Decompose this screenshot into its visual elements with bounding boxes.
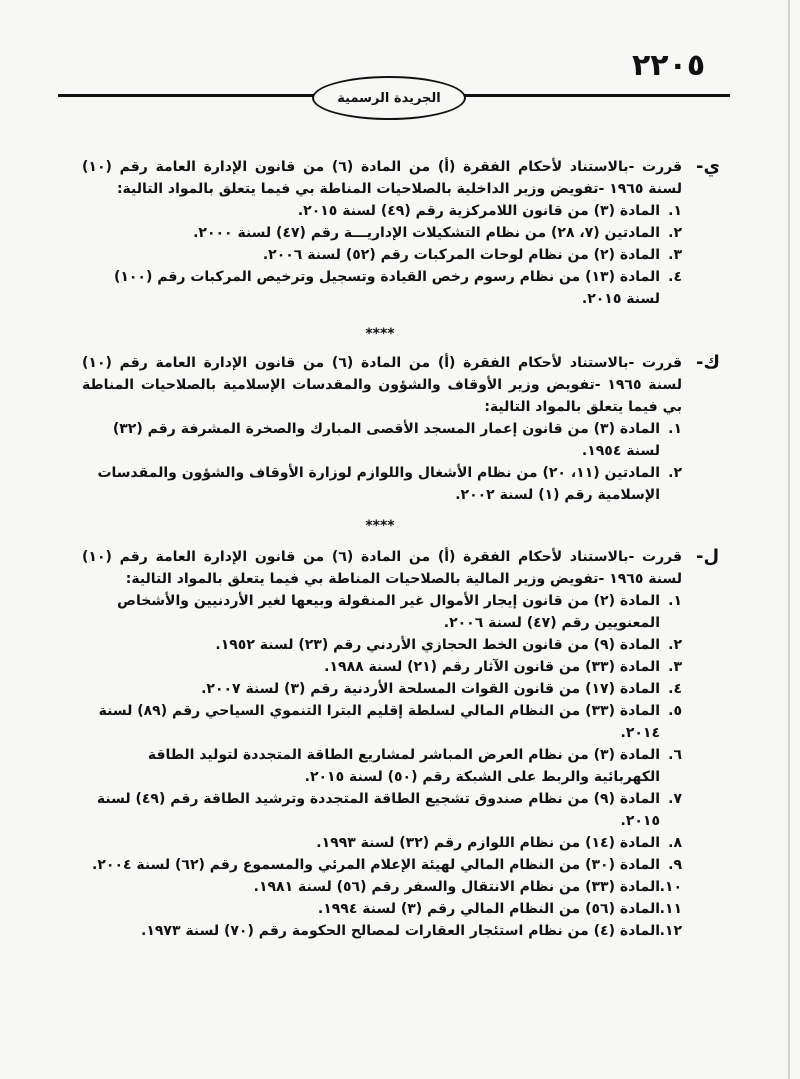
list-item xyxy=(82,462,682,506)
list-item xyxy=(82,832,682,854)
item-text: المادة (١٧) من قانون القوات المسلحة الأردنية رقم (٣) لسنة ٢٠٠٧. xyxy=(201,681,660,697)
item-number: ٢. xyxy=(668,637,682,653)
list-item xyxy=(82,222,682,244)
item-number: ٧. xyxy=(668,791,682,807)
item-number: ٢. xyxy=(668,225,682,241)
list-item xyxy=(82,678,682,700)
list-item xyxy=(82,266,682,310)
gazette-title-badge xyxy=(312,76,466,120)
article-list xyxy=(82,590,682,942)
item-text: المادة (٩) من نظام صندوق تشجيع الطاقة المتجددة وترشيد الطاقة رقم (٤٩) لسنة ٢٠١٥. xyxy=(96,791,660,829)
list-item xyxy=(82,700,682,744)
item-number: ١٢. xyxy=(659,923,682,939)
item-text: المادة (٣) من قانون إعمار المسجد الأقصى المبارك والصخرة المشرفة رقم (٣٢) لسنة ١٩٥٤. xyxy=(112,421,660,459)
list-item xyxy=(82,854,682,876)
item-number: ٥. xyxy=(668,703,682,719)
item-text: المادة (٥٦) من النظام المالي رقم (٣) لسنة ١٩٩٤. xyxy=(317,901,660,917)
list-item xyxy=(82,244,682,266)
item-number: ٤. xyxy=(668,269,682,285)
page-number: ٢٢٠٥ xyxy=(632,48,706,83)
item-number: ٣. xyxy=(668,247,682,263)
decision-section-lam xyxy=(82,546,720,942)
item-text: المادة (٣٣) من قانون الآثار رقم (٢١) لسنة ١٩٨٨. xyxy=(324,659,660,675)
item-text: المادة (٣٣) من نظام الانتقال والسفر رقم (٥٦) لسنة ١٩٨١. xyxy=(253,879,660,895)
item-text: المادة (٩) من قانون الخط الحجازي الأردني رقم (٢٣) لسنة ١٩٥٢. xyxy=(215,637,660,653)
section-letter: ي- xyxy=(696,156,720,177)
item-number: ٦. xyxy=(668,747,682,763)
item-number: ١. xyxy=(668,593,682,609)
article-list xyxy=(82,418,682,506)
article-list xyxy=(82,200,682,310)
section-intro: قررت -بالاستناد لأحكام الفقرة (أ) من المادة (٦) من قانون الإدارة العامة رقم (١٠) لسنة ١٩٦٥ -تفويض وزير الداخلية بالصلاحيات المناطة بي فيما يتعلق بالمواد التالية: xyxy=(82,159,683,197)
item-number: ١٠. xyxy=(659,879,682,895)
item-text: المادة (٣) من نظام العرض المباشر لمشاريع الطاقة المتجددة لتوليد الطاقة الكهربائية والربط على الشبكة رقم (٥٠) لسنة ٢٠١٥. xyxy=(147,747,660,785)
decision-section-kaf xyxy=(82,352,720,506)
item-text: المادتين (١١، ٢٠) من نظام الأشغال واللوازم لوزارة الأوقاف والشؤون والمقدسات الإسلامية رقم (١) لسنة ٢٠٠٢. xyxy=(97,465,660,503)
section-intro: قررت -بالاستناد لأحكام الفقرة (أ) من المادة (٦) من قانون الإدارة العامة رقم (١٠) لسنة ١٩٦٥ -تفويض وزير الأوقاف والشؤون والمقدسات الإسلامية بالصلاحيات المناطة بي فيما يتعلق بالمواد التالية: xyxy=(82,355,683,415)
section-separator: **** xyxy=(365,518,395,534)
item-text: المادتين (٧، ٢٨) من نظام التشكيلات الإداريـــة رقم (٤٧) لسنة ٢٠٠٠. xyxy=(193,225,660,241)
list-item xyxy=(82,898,682,920)
item-number: ٢. xyxy=(668,465,682,481)
item-text: المادة (١٣) من نظام رسوم رخص القيادة وتسجيل وترخيص المركبات رقم (١٠٠) لسنة ٢٠١٥. xyxy=(113,269,660,307)
list-item xyxy=(82,200,682,222)
item-text: المادة (٤) من نظام استئجار العقارات لمصالح الحكومة رقم (٧٠) لسنة ١٩٧٣. xyxy=(141,923,660,939)
list-item xyxy=(82,788,682,832)
gazette-title: الجريدة الرسمية xyxy=(337,90,441,106)
item-number: ١. xyxy=(668,203,682,219)
item-number: ١١. xyxy=(659,901,682,917)
decision-section-ya xyxy=(82,156,720,310)
list-item xyxy=(82,418,682,462)
page-edge xyxy=(788,0,790,1079)
list-item xyxy=(82,634,682,656)
item-number: ٨. xyxy=(668,835,682,851)
item-text: المادة (١٤) من نظام اللوازم رقم (٣٢) لسنة ١٩٩٣. xyxy=(316,835,660,851)
item-number: ١. xyxy=(668,421,682,437)
section-separator: **** xyxy=(365,326,395,342)
item-text: المادة (٢) من نظام لوحات المركبات رقم (٥٢) لسنة ٢٠٠٦. xyxy=(262,247,660,263)
section-letter: ل- xyxy=(696,546,720,567)
list-item xyxy=(82,656,682,678)
item-text: المادة (٣٣) من النظام المالي لسلطة إقليم البترا التنموي السياحي رقم (٨٩) لسنة ٢٠١٤. xyxy=(98,703,660,741)
list-item xyxy=(82,920,682,942)
item-number: ٩. xyxy=(668,857,682,873)
item-number: ٤. xyxy=(668,681,682,697)
section-intro: قررت -بالاستناد لأحكام الفقرة (أ) من المادة (٦) من قانون الإدارة العامة رقم (١٠) لسنة ١٩٦٥ -تفويض وزير المالية بالصلاحيات المناطة بي فيما يتعلق بالمواد التالية: xyxy=(82,549,683,587)
list-item xyxy=(82,590,682,634)
section-letter: ك- xyxy=(696,352,720,373)
item-text: المادة (٣٠) من النظام المالي لهيئة الإعلام المرئي والمسموع رقم (٦٢) لسنة ٢٠٠٤. xyxy=(92,857,660,873)
list-item xyxy=(82,876,682,898)
list-item xyxy=(82,744,682,788)
item-text: المادة (٣) من قانون اللامركزية رقم (٤٩) لسنة ٢٠١٥. xyxy=(297,203,660,219)
item-number: ٣. xyxy=(668,659,682,675)
item-text: المادة (٢) من قانون إيجار الأموال غير المنقولة وبيعها لغير الأردنيين والأشخاص المعنويين رقم (٤٧) لسنة ٢٠٠٦. xyxy=(117,593,660,631)
